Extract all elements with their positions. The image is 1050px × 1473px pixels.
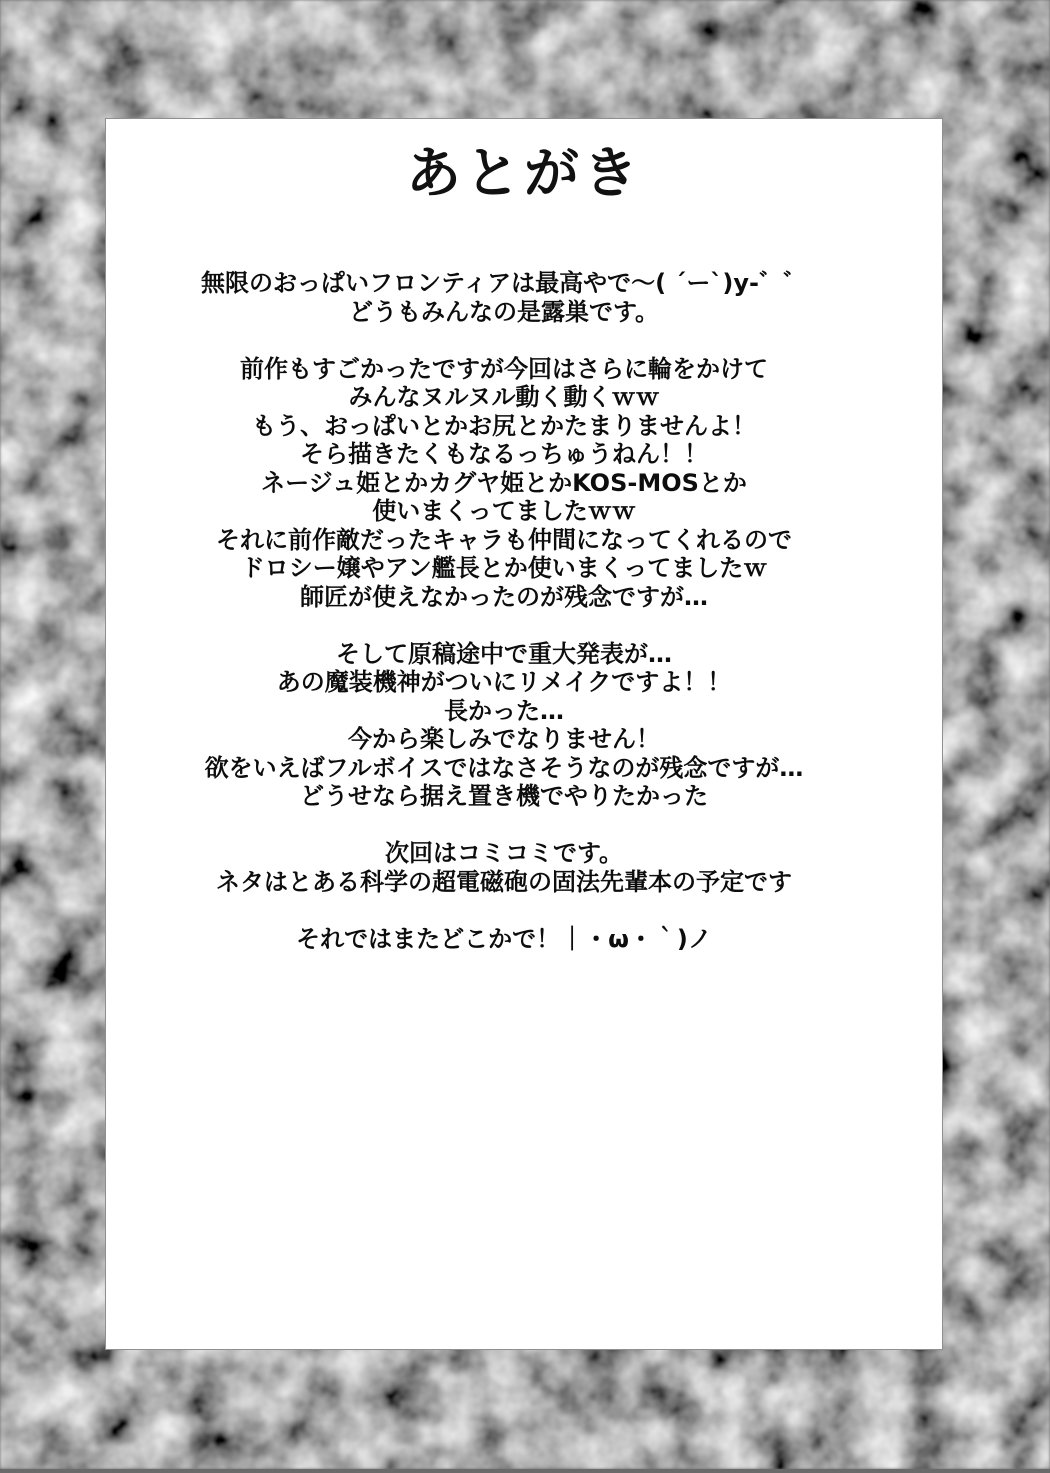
paragraph — [106, 839, 902, 896]
text-line: どうせなら据え置き機でやりたかった — [300, 782, 708, 810]
page-title: あとがき — [405, 141, 642, 205]
paragraph — [106, 925, 902, 954]
text-line: 師匠が使えなかったのが残念ですが… — [300, 582, 708, 611]
paragraph — [106, 269, 902, 326]
text-line: 前作もすごかったですが今回はさらに輪をかけて — [240, 354, 768, 383]
text-line: そら描きたくもなるっちゅうねん！！ — [300, 440, 708, 468]
text-line: 使いまくってましたｗｗ — [372, 497, 636, 525]
text-line: ネージュ姫とかカグヤ姫とかKOS-MOSとか — [261, 468, 747, 497]
text-line: そして原稿途中で重大発表が… — [336, 639, 672, 668]
text-line: それではまたどこかで！｜・ω・｀)ノ — [296, 924, 712, 953]
text-line: ドロシー嬢やアン艦長とか使いまくってましたｗ — [240, 554, 768, 582]
text-line: 無限のおっぱいフロンティアは最高やで～( ´ー`)y-゛゛ — [201, 269, 807, 297]
text-line: 長かった… — [444, 696, 564, 725]
text-line: 欲をいえばフルボイスではなさそうなのが残念ですが… — [204, 753, 804, 782]
text-line: ネタはとある科学の超電磁砲の固法先輩本の予定です — [216, 867, 792, 896]
text-line: どうもみんなの是露巣です。 — [348, 297, 660, 326]
text-line: 次回はコミコミです。 — [384, 839, 624, 867]
paragraph — [106, 355, 902, 612]
afterword-text — [106, 269, 942, 953]
text-line: あの魔装機神がついにリメイクですよ！！ — [276, 668, 732, 696]
text-line: もう、おっぱいとかお尻とかたまりませんよ！ — [252, 411, 756, 440]
text-line: みんなヌルヌル動く動くｗｗ — [348, 383, 660, 411]
paragraph — [106, 640, 902, 811]
text-line: 今から楽しみでなりません！ — [348, 725, 660, 753]
text-line: それに前作敵だったキャラも仲間になってくれるので — [216, 525, 792, 554]
afterword-page — [105, 118, 943, 1350]
